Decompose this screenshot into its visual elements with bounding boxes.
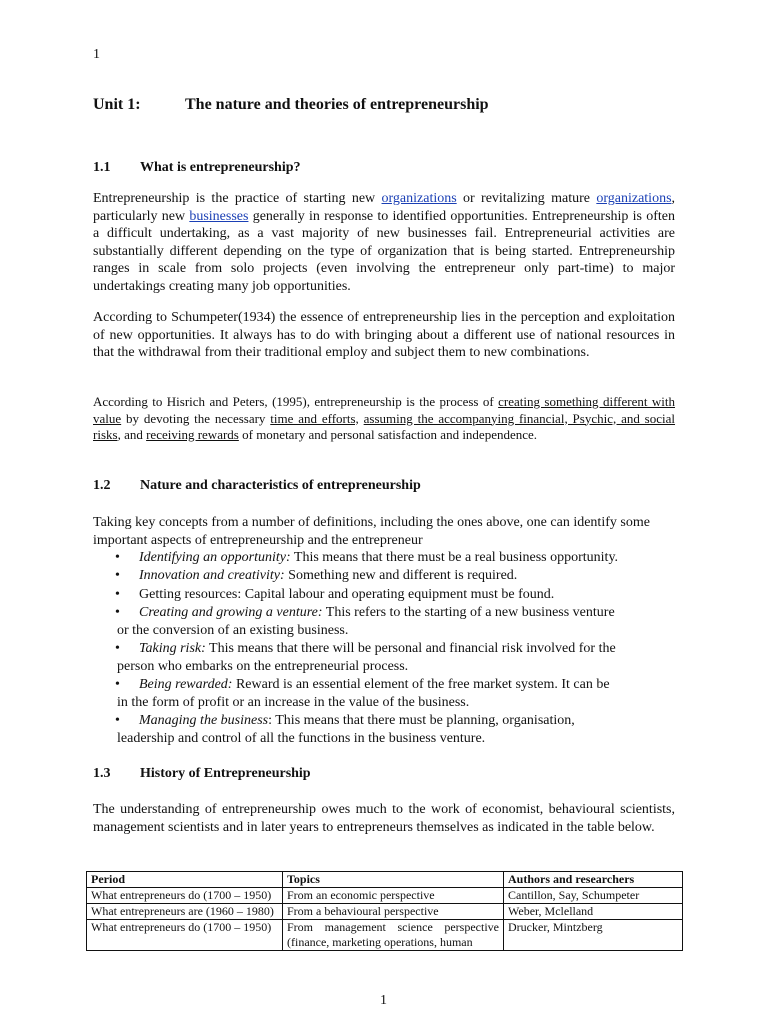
organizations-link[interactable]: organizations	[381, 191, 457, 206]
section-heading-1-2	[93, 478, 421, 494]
list-item: • Getting resources: Capital labour and operating equipment must be found.	[93, 586, 683, 604]
paragraph-schumpeter: According to Schumpeter(1934) the essence of entrepreneurship lies in the perception and exploitation of new opportunities. It always has to do with bringing about a different use of national resources in that the withdrawal from their traditional employ and subject them to new combinations.	[93, 310, 675, 361]
table-row	[87, 904, 683, 920]
section-heading-1-3	[93, 766, 311, 782]
cell-authors: Cantillon, Say, Schumpeter	[504, 888, 683, 904]
paragraph-hisrich-peters: According to Hisrich and Peters, (1995), entrepreneurship is the process of creating something different with value by devoting the necessary time and efforts, assuming the accompanying financial, Psychic, and social risks, and receiving rewards of monetary and personal satisfaction and independence.	[93, 394, 676, 442]
page-number-bottom: 1	[380, 993, 387, 1008]
header-topics: Topics	[283, 872, 504, 888]
businesses-link[interactable]: businesses	[189, 208, 249, 224]
bullet-icon: •	[115, 640, 120, 656]
section-number: 1.1	[93, 160, 111, 175]
section-heading-1-1	[93, 160, 301, 176]
table-row	[87, 920, 683, 951]
header-period: Period	[87, 872, 283, 888]
table-row	[87, 888, 683, 904]
bullet-icon: •	[115, 550, 120, 565]
cell-topic: From an economic perspective	[283, 888, 504, 904]
paragraph-key-concepts: Taking key concepts from a number of definitions, including the ones above, one can identify some important aspects of entrepreneurship and the entrepreneur	[93, 515, 650, 548]
characteristics-list	[93, 549, 683, 748]
bullet-icon: •	[115, 568, 120, 584]
unit-title: The nature and theories of entrepreneurship	[185, 96, 489, 113]
unit-number: Unit 1:	[93, 96, 141, 113]
cell-authors: Drucker, Mintzberg	[504, 920, 683, 951]
cell-authors: Weber, Mclelland	[504, 904, 683, 920]
list-item: • Being rewarded: Reward is an essential element of the free market system. It can be in the form of profit or an increase in the value of the business.	[93, 676, 683, 712]
table-header-row	[87, 872, 683, 888]
page-number-top: 1	[93, 47, 100, 62]
section-number: 1.2	[93, 478, 111, 493]
cell-topic: From management science perspective (finance, marketing operations, human	[283, 920, 504, 951]
list-item: • Taking risk: This means that there will be personal and financial risk involved for the person who embarks on the entrepreneurial process.	[93, 640, 683, 676]
section-title: What is entrepreneurship?	[140, 160, 301, 175]
list-item: • Identifying an opportunity: This means that there must be a real business opportunity.	[93, 549, 683, 567]
section-title: Nature and characteristics of entrepreneurship	[140, 478, 421, 493]
section-title: History of Entrepreneurship	[140, 766, 311, 781]
cell-period: What entrepreneurs are (1960 – 1980)	[87, 904, 283, 920]
header-authors: Authors and researchers	[504, 872, 683, 888]
section-number: 1.3	[93, 766, 111, 781]
list-item: • Creating and growing a venture: This refers to the starting of a new business venture or the conversion of an existing business.	[93, 604, 683, 640]
bullet-icon: •	[115, 677, 120, 693]
bullet-icon: •	[115, 586, 120, 602]
cell-period: What entrepreneurs do (1700 – 1950)	[87, 888, 283, 904]
unit-heading	[93, 96, 489, 114]
paragraph-history: The understanding of entrepreneurship owes much to the work of economist, behavioural scientists, management scientists and in later years to entrepreneurs themselves as indicated in the table below.	[93, 802, 675, 835]
list-item: • Managing the business: This means that there must be planning, organisation, leadership and control of all the functions in the business venture.	[93, 712, 683, 748]
bullet-icon: •	[115, 713, 120, 729]
history-table	[86, 871, 683, 951]
paragraph-definition: Entrepreneurship is the practice of starting new organizations or revitalizing mature organizations, particularly new businesses generally in response to identified opportunities. Entrepreneurship is often a difficult undertaking, as a vast majority of new businesses fail. Entrepreneurial activities are substantially different depending on the type of organization that is being started. Entrepreneurship ranges in scale from solo projects (even involving the entrepreneur only part-time) to major undertakings creating many job opportunities.	[93, 191, 676, 294]
bullet-icon: •	[115, 604, 120, 620]
cell-period: What entrepreneurs do (1700 – 1950)	[87, 920, 283, 951]
list-item: • Innovation and creativity: Something new and different is required.	[93, 567, 683, 585]
organizations-link-2[interactable]: organizations	[596, 191, 672, 206]
cell-topic: From a behavioural perspective	[283, 904, 504, 920]
